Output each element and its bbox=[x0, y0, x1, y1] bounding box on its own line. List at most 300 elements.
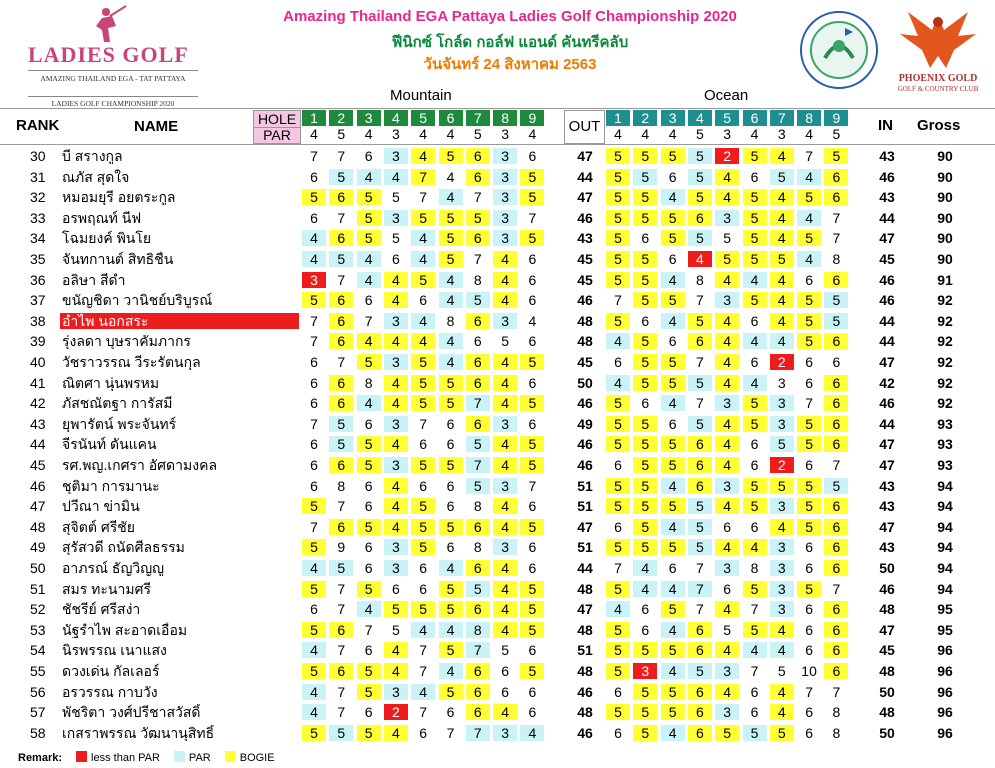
back-score-cell: 7 bbox=[695, 560, 704, 576]
back-score-cell: 5 bbox=[606, 169, 630, 185]
front-score-cell: 5 bbox=[302, 663, 326, 679]
out-total: 48 bbox=[577, 663, 593, 679]
back-score-cell: 5 bbox=[606, 210, 630, 226]
out-total: 50 bbox=[577, 374, 593, 391]
front-score-cell: 5 bbox=[466, 210, 490, 226]
front-score-cell: 5 bbox=[439, 581, 463, 597]
back-score-cell: 4 bbox=[715, 169, 739, 185]
back-score-cell: 5 bbox=[606, 416, 630, 432]
front-score-cell: 6 bbox=[446, 539, 455, 556]
back-score-cell: 4 bbox=[770, 333, 794, 349]
front-score-cell: 7 bbox=[419, 663, 428, 679]
out-total: 51 bbox=[577, 539, 593, 556]
back-score-cell: 6 bbox=[805, 271, 813, 288]
front-score-cell: 6 bbox=[310, 354, 318, 370]
back-score-cell: 6 bbox=[750, 168, 759, 185]
out-total: 47 bbox=[577, 148, 593, 164]
front-score-cell: 4 bbox=[439, 560, 463, 576]
front-score-cell: 5 bbox=[357, 519, 381, 535]
back-score-cell: 4 bbox=[770, 148, 794, 164]
back-score-cell: 6 bbox=[688, 642, 712, 658]
logo-divider bbox=[28, 96, 198, 97]
rank-cell: 39 bbox=[30, 333, 46, 350]
back-score-cell: 5 bbox=[606, 251, 630, 267]
front-score-cell: 6 bbox=[466, 230, 490, 246]
front-score-cell: 4 bbox=[384, 272, 408, 288]
rank-cell: 38 bbox=[30, 312, 46, 329]
front-score-cell: 4 bbox=[384, 519, 408, 535]
front-score-cell: 6 bbox=[329, 333, 353, 349]
player-name: อาภรณ์ ธัญวิญญู bbox=[62, 560, 165, 576]
front-score-cell: 5 bbox=[520, 581, 544, 597]
front-score-cell: 5 bbox=[391, 189, 400, 206]
phoenix-subtitle: GOLF & COUNTRY CLUB bbox=[897, 85, 979, 93]
out-total: 46 bbox=[577, 457, 593, 473]
back-score-cell: 6 bbox=[688, 622, 712, 638]
front-hole-number: 2 bbox=[329, 110, 353, 126]
back-score-cell: 5 bbox=[606, 539, 630, 555]
back-score-cell: 5 bbox=[606, 622, 630, 638]
back-score-cell: 5 bbox=[715, 251, 739, 267]
back-score-cell: 4 bbox=[743, 375, 767, 391]
back-score-cell: 6 bbox=[668, 415, 677, 432]
front-score-cell: 6 bbox=[466, 169, 490, 185]
back-score-cell: 5 bbox=[743, 230, 767, 246]
back-score-cell: 6 bbox=[688, 725, 712, 741]
front-score-cell: 5 bbox=[329, 169, 353, 185]
back-score-cell: 4 bbox=[715, 498, 739, 514]
back-score-cell: 6 bbox=[824, 601, 848, 617]
back-score-cell: 4 bbox=[715, 189, 739, 205]
back-score-cell: 7 bbox=[805, 148, 813, 164]
back-score-cell: 6 bbox=[688, 478, 712, 494]
back-score-cell: 6 bbox=[805, 457, 813, 473]
front-par-value: 3 bbox=[501, 126, 509, 142]
in-total: 47 bbox=[879, 518, 895, 535]
player-name: ณภัส สุดใจ bbox=[62, 168, 130, 185]
front-score-cell: 5 bbox=[411, 395, 435, 411]
front-score-cell: 4 bbox=[384, 478, 408, 494]
front-score-cell: 8 bbox=[473, 539, 482, 556]
back-score-cell: 6 bbox=[688, 333, 712, 349]
rank-cell: 48 bbox=[30, 518, 46, 535]
back-hole-number: 6 bbox=[743, 110, 767, 126]
back-score-cell: 5 bbox=[661, 704, 685, 720]
front-score-cell: 6 bbox=[310, 374, 318, 391]
back-score-cell: 7 bbox=[688, 581, 712, 597]
front-score-cell: 3 bbox=[493, 725, 517, 741]
back-score-cell: 6 bbox=[805, 374, 813, 391]
front-score-cell: 5 bbox=[302, 498, 326, 514]
front-hole-number: 4 bbox=[384, 110, 408, 126]
front-score-cell: 6 bbox=[419, 560, 428, 576]
legend-label: Remark: bbox=[18, 752, 63, 764]
back-score-cell: 4 bbox=[770, 272, 794, 288]
front-score-cell: 7 bbox=[337, 580, 346, 597]
out-total: 46 bbox=[577, 724, 593, 741]
back-score-cell: 5 bbox=[633, 704, 657, 720]
front-score-cell: 5 bbox=[411, 210, 435, 226]
player-name: นิรพรรณ เนาแสง bbox=[62, 642, 167, 659]
back-score-cell: 5 bbox=[743, 292, 767, 308]
player-name: สุจิตต์ ศรีชัย bbox=[62, 518, 135, 535]
front-score-cell: 7 bbox=[337, 271, 346, 288]
front-score-cell: 6 bbox=[329, 313, 353, 329]
front-score-cell: 3 bbox=[384, 684, 408, 700]
back-score-cell: 6 bbox=[641, 601, 650, 618]
back-score-cell: 5 bbox=[633, 375, 657, 391]
back-score-cell: 6 bbox=[805, 601, 813, 618]
front-score-cell: 3 bbox=[493, 169, 517, 185]
front-score-cell: 6 bbox=[329, 230, 353, 246]
front-score-cell: 5 bbox=[520, 436, 544, 452]
table-row bbox=[0, 373, 995, 394]
front-score-cell: 3 bbox=[493, 148, 517, 164]
back-score-cell: 5 bbox=[661, 354, 685, 370]
front-score-cell: 7 bbox=[419, 642, 428, 659]
rank-cell: 46 bbox=[30, 477, 46, 494]
back-score-cell: 4 bbox=[715, 684, 739, 700]
phoenix-icon bbox=[898, 6, 978, 72]
table-row bbox=[0, 599, 995, 620]
front-score-cell: 5 bbox=[520, 663, 544, 679]
front-score-cell: 4 bbox=[302, 230, 326, 246]
back-score-cell: 5 bbox=[797, 230, 821, 246]
back-score-cell: 5 bbox=[661, 148, 685, 164]
back-nine-label: Ocean bbox=[704, 87, 749, 104]
front-score-cell: 4 bbox=[302, 560, 326, 576]
table-row bbox=[0, 311, 995, 332]
out-total: 44 bbox=[577, 168, 593, 185]
gross-total: 94 bbox=[937, 560, 953, 576]
back-score-cell: 5 bbox=[633, 642, 657, 658]
player-name: วัชราวรรณ วีระรัตนกุล bbox=[62, 354, 201, 370]
front-score-cell: 5 bbox=[329, 416, 353, 432]
front-score-cell: 7 bbox=[446, 724, 455, 741]
player-name: ชัชรีย์ ศรีสง่า bbox=[62, 601, 141, 618]
table-row bbox=[0, 640, 995, 661]
header-rule bbox=[0, 108, 995, 109]
back-par-value: 3 bbox=[723, 126, 732, 142]
front-score-cell: 3 bbox=[493, 416, 517, 432]
back-score-cell: 6 bbox=[824, 622, 848, 638]
front-score-cell: 6 bbox=[466, 663, 490, 679]
out-total: 47 bbox=[577, 189, 593, 206]
front-score-cell: 5 bbox=[520, 457, 544, 473]
front-score-cell: 5 bbox=[520, 601, 544, 617]
back-score-cell: 6 bbox=[641, 230, 650, 247]
back-score-cell: 6 bbox=[641, 395, 650, 412]
rank-cell: 43 bbox=[30, 415, 46, 432]
front-score-cell: 5 bbox=[411, 498, 435, 514]
front-score-cell: 7 bbox=[310, 312, 318, 329]
back-score-cell: 6 bbox=[750, 436, 759, 453]
front-score-cell: 5 bbox=[411, 457, 435, 473]
front-score-cell: 5 bbox=[302, 539, 326, 555]
back-score-cell: 4 bbox=[661, 395, 685, 411]
in-total: 47 bbox=[879, 621, 895, 638]
player-name: เกสราพรรณ วัฒนานุสิทธิ์ bbox=[62, 724, 215, 741]
front-score-cell: 6 bbox=[466, 560, 490, 576]
back-par-value: 4 bbox=[805, 126, 813, 142]
back-score-cell: 5 bbox=[661, 436, 685, 452]
front-score-cell: 5 bbox=[466, 478, 490, 494]
back-par-value: 5 bbox=[832, 126, 841, 142]
back-score-cell: 2 bbox=[715, 148, 739, 164]
table-row bbox=[0, 290, 995, 311]
front-score-cell: 6 bbox=[419, 580, 428, 597]
back-score-cell: 5 bbox=[797, 416, 821, 432]
golfer-icon bbox=[76, 4, 136, 44]
back-score-cell: 3 bbox=[715, 478, 739, 494]
back-score-cell: 7 bbox=[832, 230, 841, 247]
front-score-cell: 6 bbox=[364, 292, 373, 309]
gross-total: 92 bbox=[937, 312, 953, 329]
front-score-cell: 6 bbox=[329, 292, 353, 308]
back-score-cell: 6 bbox=[824, 560, 848, 576]
back-score-cell: 5 bbox=[797, 189, 821, 205]
player-name: สมร ทะนามศรี bbox=[62, 580, 151, 597]
front-score-cell: 7 bbox=[419, 415, 428, 432]
front-par-value: 4 bbox=[446, 126, 455, 142]
front-score-cell: 6 bbox=[329, 519, 353, 535]
legend-text: BOGIE bbox=[239, 752, 275, 764]
gross-total: 92 bbox=[937, 395, 953, 412]
front-score-cell: 4 bbox=[384, 375, 408, 391]
gross-total: 96 bbox=[937, 683, 953, 700]
front-score-cell: 3 bbox=[493, 210, 517, 226]
back-score-cell: 5 bbox=[743, 725, 767, 741]
front-score-cell: 4 bbox=[493, 436, 517, 452]
in-header: IN bbox=[878, 117, 893, 134]
front-score-cell: 6 bbox=[364, 477, 373, 494]
table-row bbox=[0, 187, 995, 208]
back-score-cell: 5 bbox=[633, 684, 657, 700]
gross-total: 96 bbox=[937, 704, 953, 721]
back-score-cell: 5 bbox=[824, 478, 848, 494]
front-score-cell: 6 bbox=[391, 580, 400, 597]
out-total: 46 bbox=[577, 436, 593, 453]
back-score-cell: 5 bbox=[633, 354, 657, 370]
front-score-cell: 6 bbox=[310, 209, 318, 226]
back-score-cell: 3 bbox=[770, 395, 794, 411]
back-par-value: 4 bbox=[668, 126, 677, 142]
back-score-cell: 7 bbox=[805, 395, 813, 412]
rank-cell: 41 bbox=[30, 374, 46, 391]
front-score-cell: 6 bbox=[466, 313, 490, 329]
back-score-cell: 6 bbox=[688, 457, 712, 473]
name-header: NAME bbox=[134, 118, 179, 135]
front-score-cell: 4 bbox=[384, 395, 408, 411]
front-score-cell: 4 bbox=[411, 333, 435, 349]
front-score-cell: 7 bbox=[528, 477, 537, 494]
front-par-value: 4 bbox=[364, 126, 373, 142]
table-row bbox=[0, 352, 995, 373]
in-total: 45 bbox=[879, 642, 895, 659]
table-row bbox=[0, 455, 995, 476]
back-score-cell: 4 bbox=[661, 189, 685, 205]
front-score-cell: 5 bbox=[357, 684, 381, 700]
back-score-cell: 5 bbox=[606, 313, 630, 329]
front-score-cell: 5 bbox=[439, 375, 463, 391]
front-score-cell: 3 bbox=[384, 313, 408, 329]
association-seal-icon bbox=[797, 10, 881, 90]
in-total: 46 bbox=[879, 271, 895, 288]
player-name: นัฐรำไพ สะอาดเอื่อม bbox=[62, 621, 188, 638]
front-hole-number: 6 bbox=[439, 110, 463, 126]
table-row bbox=[0, 434, 995, 455]
front-par-value: 4 bbox=[528, 126, 537, 142]
player-name: อรพฤณท์ นีฟ bbox=[62, 209, 142, 226]
back-score-cell: 5 bbox=[606, 230, 630, 246]
out-total: 48 bbox=[577, 580, 593, 597]
table-row bbox=[0, 723, 995, 744]
front-score-cell: 5 bbox=[357, 210, 381, 226]
back-score-cell: 5 bbox=[797, 581, 821, 597]
front-score-cell: 5 bbox=[520, 189, 544, 205]
front-score-cell: 4 bbox=[439, 354, 463, 370]
table-row bbox=[0, 702, 995, 723]
back-hole-number: 1 bbox=[606, 110, 630, 126]
back-score-cell: 5 bbox=[661, 498, 685, 514]
back-score-cell: 5 bbox=[633, 725, 657, 741]
back-score-cell: 5 bbox=[633, 251, 657, 267]
legend-text: PAR bbox=[188, 752, 211, 764]
back-score-cell: 4 bbox=[743, 333, 767, 349]
back-score-cell: 6 bbox=[805, 539, 813, 556]
out-total: 43 bbox=[577, 230, 593, 247]
front-score-cell: 5 bbox=[466, 581, 490, 597]
back-score-cell: 4 bbox=[661, 519, 685, 535]
back-score-cell: 6 bbox=[688, 704, 712, 720]
front-score-cell: 7 bbox=[310, 333, 318, 350]
back-score-cell: 8 bbox=[695, 271, 704, 288]
back-score-cell: 7 bbox=[832, 209, 841, 226]
gross-total: 93 bbox=[937, 436, 953, 453]
back-score-cell: 6 bbox=[805, 560, 813, 576]
front-score-cell: 6 bbox=[419, 292, 428, 309]
front-score-cell: 7 bbox=[528, 209, 537, 226]
back-score-cell: 3 bbox=[633, 663, 657, 679]
rank-cell: 56 bbox=[30, 683, 46, 700]
back-score-cell: 4 bbox=[661, 622, 685, 638]
front-score-cell: 4 bbox=[384, 169, 408, 185]
front-score-cell: 4 bbox=[493, 354, 517, 370]
back-score-cell: 6 bbox=[688, 684, 712, 700]
front-nine-label: Mountain bbox=[390, 87, 452, 104]
back-score-cell: 5 bbox=[743, 395, 767, 411]
gross-total: 94 bbox=[937, 498, 953, 515]
back-score-cell: 4 bbox=[606, 601, 630, 617]
back-score-cell: 3 bbox=[715, 395, 739, 411]
player-name: สุรัสวดี ถนัดศีลธรรม bbox=[62, 539, 185, 556]
back-score-cell: 5 bbox=[633, 292, 657, 308]
back-score-cell: 5 bbox=[606, 272, 630, 288]
back-score-cell: 4 bbox=[715, 642, 739, 658]
gross-total: 95 bbox=[937, 601, 953, 618]
table-row bbox=[0, 228, 995, 249]
front-score-cell: 4 bbox=[493, 272, 517, 288]
back-score-cell: 6 bbox=[832, 354, 841, 370]
in-total: 50 bbox=[879, 560, 895, 576]
front-score-cell: 6 bbox=[501, 683, 509, 700]
front-score-cell: 6 bbox=[364, 539, 373, 556]
out-total: 51 bbox=[577, 477, 593, 494]
front-score-cell: 5 bbox=[329, 725, 353, 741]
back-score-cell: 8 bbox=[832, 251, 841, 267]
front-score-cell: 4 bbox=[439, 292, 463, 308]
front-score-cell: 5 bbox=[357, 189, 381, 205]
back-score-cell: 3 bbox=[715, 704, 739, 720]
back-score-cell: 4 bbox=[770, 684, 794, 700]
back-score-cell: 5 bbox=[688, 230, 712, 246]
back-score-cell: 4 bbox=[606, 333, 630, 349]
front-score-cell: 4 bbox=[357, 601, 381, 617]
out-total: 45 bbox=[577, 251, 593, 267]
front-score-cell: 6 bbox=[473, 333, 482, 350]
legend-swatch bbox=[76, 751, 87, 762]
back-score-cell: 5 bbox=[661, 375, 685, 391]
front-par-value: 5 bbox=[473, 126, 482, 142]
front-score-cell: 7 bbox=[364, 621, 373, 638]
back-score-cell: 5 bbox=[797, 292, 821, 308]
back-score-cell: 6 bbox=[688, 210, 712, 226]
front-hole-number: 5 bbox=[411, 110, 435, 126]
player-name: ณิตศา นุ่นพรหม bbox=[62, 374, 160, 391]
front-score-cell: 6 bbox=[466, 684, 490, 700]
front-score-cell: 6 bbox=[310, 477, 318, 494]
back-score-cell: 4 bbox=[715, 354, 739, 370]
back-score-cell: 4 bbox=[633, 581, 657, 597]
back-score-cell: 5 bbox=[743, 251, 767, 267]
front-score-cell: 3 bbox=[493, 539, 517, 555]
front-score-cell: 5 bbox=[411, 375, 435, 391]
front-score-cell: 6 bbox=[528, 683, 537, 700]
front-score-cell: 5 bbox=[411, 354, 435, 370]
gross-total: 91 bbox=[937, 271, 953, 288]
front-score-cell: 5 bbox=[520, 169, 544, 185]
front-score-cell: 5 bbox=[357, 725, 381, 741]
out-total: 45 bbox=[577, 354, 593, 370]
back-score-cell: 6 bbox=[750, 457, 759, 473]
front-score-cell: 5 bbox=[439, 230, 463, 246]
front-score-cell: 7 bbox=[466, 642, 490, 658]
back-score-cell: 4 bbox=[743, 272, 767, 288]
player-name: ขนัญชิดา วานิชย์บริบูรณ์ bbox=[62, 292, 213, 309]
front-score-cell: 5 bbox=[439, 148, 463, 164]
back-score-cell: 5 bbox=[797, 519, 821, 535]
back-score-cell: 5 bbox=[743, 498, 767, 514]
back-score-cell: 5 bbox=[688, 519, 712, 535]
phoenix-gold-logo bbox=[888, 4, 988, 99]
table-row bbox=[0, 167, 995, 188]
back-score-cell: 7 bbox=[750, 663, 759, 679]
front-score-cell: 5 bbox=[329, 560, 353, 576]
legend-swatch bbox=[225, 751, 236, 762]
front-score-cell: 4 bbox=[439, 333, 463, 349]
table-row bbox=[0, 620, 995, 641]
front-score-cell: 4 bbox=[384, 333, 408, 349]
back-score-cell: 5 bbox=[688, 375, 712, 391]
venue-title: ฟีนิกซ์ โกล์ด กอล์ฟ แอนด์ คันทรีคลับ bbox=[391, 34, 629, 51]
back-score-cell: 6 bbox=[668, 168, 677, 185]
table-row bbox=[0, 393, 995, 414]
back-score-cell: 7 bbox=[614, 560, 622, 576]
out-total: 46 bbox=[577, 292, 593, 309]
front-score-cell: 7 bbox=[337, 683, 346, 700]
logo-subtitle: AMAZING THAILAND EGA - TAT PATTAYA bbox=[40, 74, 186, 83]
front-score-cell: 6 bbox=[528, 498, 537, 515]
